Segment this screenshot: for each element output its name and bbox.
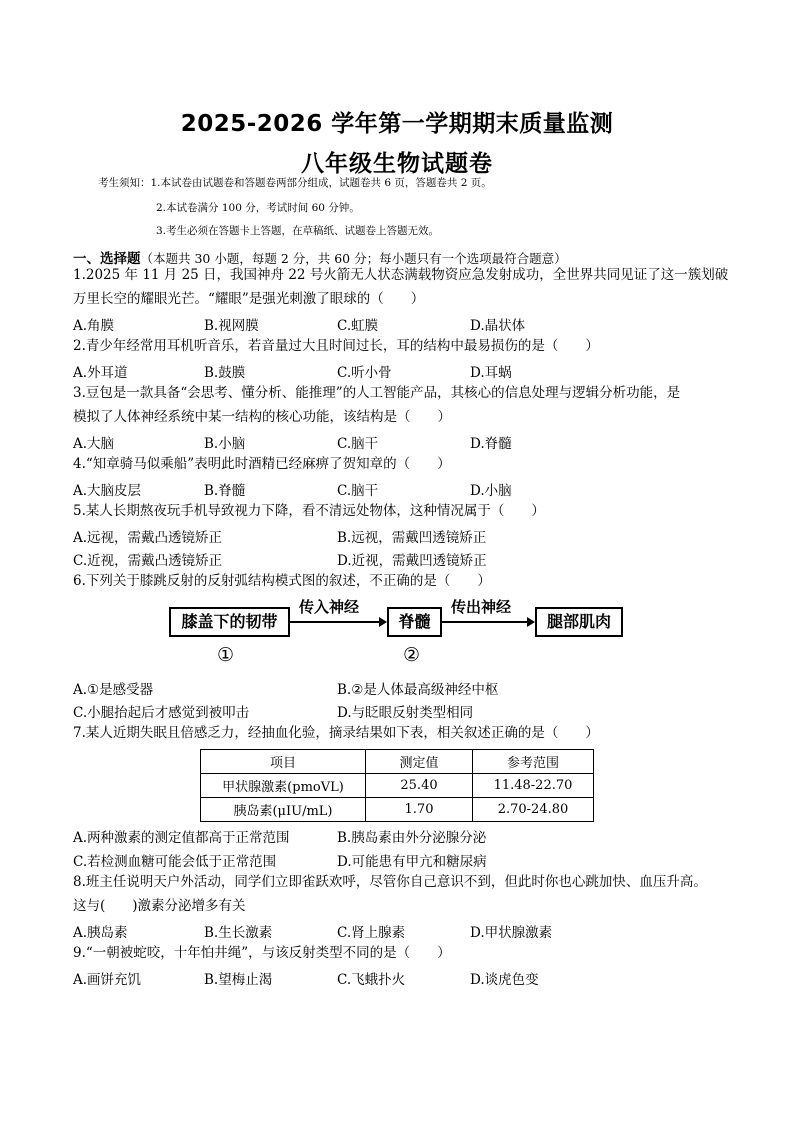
option-a: A.角膜 bbox=[73, 318, 115, 334]
mark-2: ② bbox=[403, 644, 421, 666]
option-d: D.小脑 bbox=[470, 483, 512, 499]
question-stem bbox=[73, 722, 733, 746]
stem-line: 9.“一朝被蛇咬，十年怕井绳”，与该反射类型不同的是（ ） bbox=[73, 945, 451, 961]
arrow-head-1 bbox=[379, 617, 387, 627]
option-c: C.小腿抬起后才感觉到被叩击 bbox=[73, 705, 250, 721]
option-b: B.胰岛素由外分泌腺分泌 bbox=[337, 830, 487, 846]
option-c: C.若检测血糖可能会低于正常范围 bbox=[73, 854, 277, 870]
mark-1: ① bbox=[217, 644, 235, 666]
option-c: C.近视，需戴凸透镜矫正 bbox=[73, 553, 223, 569]
table-cell: 11.48-22.70 bbox=[473, 774, 594, 798]
option-b: B.生长激素 bbox=[204, 925, 273, 941]
option-a: A.大脑皮层 bbox=[73, 483, 142, 499]
option-c: C.虹膜 bbox=[337, 318, 379, 334]
option-d: D.脊髓 bbox=[470, 436, 512, 452]
stem-line: 这与( )激素分泌增多有关 bbox=[73, 897, 246, 914]
option-d: D.甲状腺激素 bbox=[470, 925, 553, 941]
reflex-arc-diagram bbox=[165, 598, 625, 674]
effector-box: 腿部肌肉 bbox=[535, 607, 623, 637]
question-stem bbox=[73, 453, 733, 477]
question-stem bbox=[73, 871, 733, 918]
stem-line: 7.某人近期失眠且倍感乏力，经抽血化验，摘录结果如下表，相关叙述正确的是（ ） bbox=[73, 725, 599, 741]
stem-line: 4.“知章骑马似乘船”表明此时酒精已经麻痹了贺知章的（ ） bbox=[73, 456, 451, 472]
stem-line: 8.班主任说明天户外活动，同学们立即雀跃欢呼，尽管你自己意识不到，但此时你也心跳加快、血压升高。 bbox=[73, 874, 707, 890]
stem-line: 5.某人长期熬夜玩手机导致视力下降，看不清远处物体，这种情况属于（ ） bbox=[73, 503, 545, 519]
option-a: A.外耳道 bbox=[73, 365, 128, 381]
option-d: D.晶状体 bbox=[470, 318, 526, 334]
table-header-row bbox=[201, 750, 594, 774]
section-title: 一、选择题 bbox=[73, 251, 141, 267]
table-row bbox=[201, 774, 594, 798]
notice-line-1 bbox=[98, 176, 492, 190]
stem-line: 3.豆包是一款具备“会思考、懂分析、能推理”的人工智能产品，其核心的信息处理与逻辑分析功能，是 bbox=[73, 385, 681, 401]
option-c: C.脑干 bbox=[337, 483, 379, 499]
option-b: B.望梅止渴 bbox=[204, 972, 273, 988]
afferent-nerve-label: 传入神经 bbox=[299, 598, 360, 616]
question-stem bbox=[73, 264, 733, 311]
question-stem bbox=[73, 570, 733, 594]
option-a: A.远视，需戴凸透镜矫正 bbox=[73, 530, 223, 546]
arrow-head-2 bbox=[527, 617, 535, 627]
option-b: B.脊髓 bbox=[204, 483, 246, 499]
option-d: D.耳蜗 bbox=[470, 365, 512, 381]
spinal-cord-box: 脊髓 bbox=[387, 607, 442, 637]
receptor-box: 膝盖下的韧带 bbox=[169, 607, 290, 637]
table-header-cell: 参考范围 bbox=[473, 750, 594, 774]
option-a: A.两种激素的测定值都高于正常范围 bbox=[73, 830, 290, 846]
option-d: D.与眨眼反射类型相同 bbox=[337, 705, 474, 721]
option-b: B.鼓膜 bbox=[204, 365, 246, 381]
exam-title: 2025-2026 学年第一学期期末质量监测 bbox=[180, 111, 614, 137]
table-header-cell: 项目 bbox=[201, 750, 366, 774]
option-b: B.视网膜 bbox=[204, 318, 259, 334]
table-header-cell: 测定值 bbox=[366, 750, 473, 774]
option-b: B.小脑 bbox=[204, 436, 246, 452]
option-b: B.②是人体最高级神经中枢 bbox=[337, 682, 499, 698]
option-a: A.画饼充饥 bbox=[73, 972, 142, 988]
question-stem bbox=[73, 942, 733, 966]
option-d: D.近视，需戴凹透镜矫正 bbox=[337, 553, 487, 569]
question-stem bbox=[73, 382, 733, 429]
question-stem bbox=[73, 335, 733, 359]
question-stem bbox=[73, 500, 733, 524]
stem-line: 模拟了人体神经系统中某一结构的核心功能，该结构是（ ） bbox=[73, 408, 451, 425]
table-cell: 胰岛素(μIU/mL) bbox=[201, 798, 366, 822]
table-cell: 1.70 bbox=[366, 798, 473, 822]
option-c: C.听小骨 bbox=[337, 365, 392, 381]
efferent-nerve-label: 传出神经 bbox=[451, 598, 512, 616]
option-d: D.可能患有甲亢和糖尿病 bbox=[337, 854, 487, 870]
notice-label: 考生须知： bbox=[98, 177, 151, 189]
table-cell: 2.70-24.80 bbox=[473, 798, 594, 822]
notice-item: 2.本试卷满分 100 分，考试时间 60 分钟。 bbox=[156, 202, 360, 214]
option-d: D.谈虎色变 bbox=[470, 972, 539, 988]
option-c: C.肾上腺素 bbox=[337, 925, 406, 941]
section-desc: （本题共 30 小题，每题 2 分，共 60 分；每小题只有一个选项最符合题意） bbox=[140, 251, 567, 266]
stem-line: 2.青少年经常用耳机听音乐，若音量过大且时间过长，耳的结构中最易损伤的是（ ） bbox=[73, 338, 599, 354]
option-a: A.胰岛素 bbox=[73, 925, 128, 941]
option-a: A.大脑 bbox=[73, 436, 115, 452]
stem-line: 万里长空的耀眼光芒。“耀眼”是强光刺激了眼球的（ ） bbox=[73, 290, 425, 307]
table-row bbox=[201, 798, 594, 822]
notice-item: 3.考生必须在答题卡上答题，在草稿纸、试题卷上答题无效。 bbox=[156, 225, 440, 237]
option-c: C.飞蛾扑火 bbox=[337, 972, 406, 988]
option-c: C.脑干 bbox=[337, 436, 379, 452]
notice-item: 1.本试卷由试题卷和答题卷两部分组成，试题卷共 6 页，答题卷共 2 页。 bbox=[150, 177, 492, 189]
lab-result-table bbox=[200, 749, 594, 822]
option-a: A.①是感受器 bbox=[73, 682, 154, 698]
stem-line: 1.2025 年 11 月 25 日，我国神舟 22 号火箭无人状态满载物资应急发射成功，全世界共同见证了这一簇划破 bbox=[73, 267, 729, 283]
table-cell: 25.40 bbox=[366, 774, 473, 798]
table-cell: 甲状腺激素(pmoVL) bbox=[201, 774, 366, 798]
exam-subtitle: 八年级生物试题卷 bbox=[301, 151, 493, 177]
option-b: B.远视，需戴凹透镜矫正 bbox=[337, 530, 487, 546]
stem-line: 6.下列关于膝跳反射的反射弧结构模式图的叙述，不正确的是（ ） bbox=[73, 573, 491, 589]
